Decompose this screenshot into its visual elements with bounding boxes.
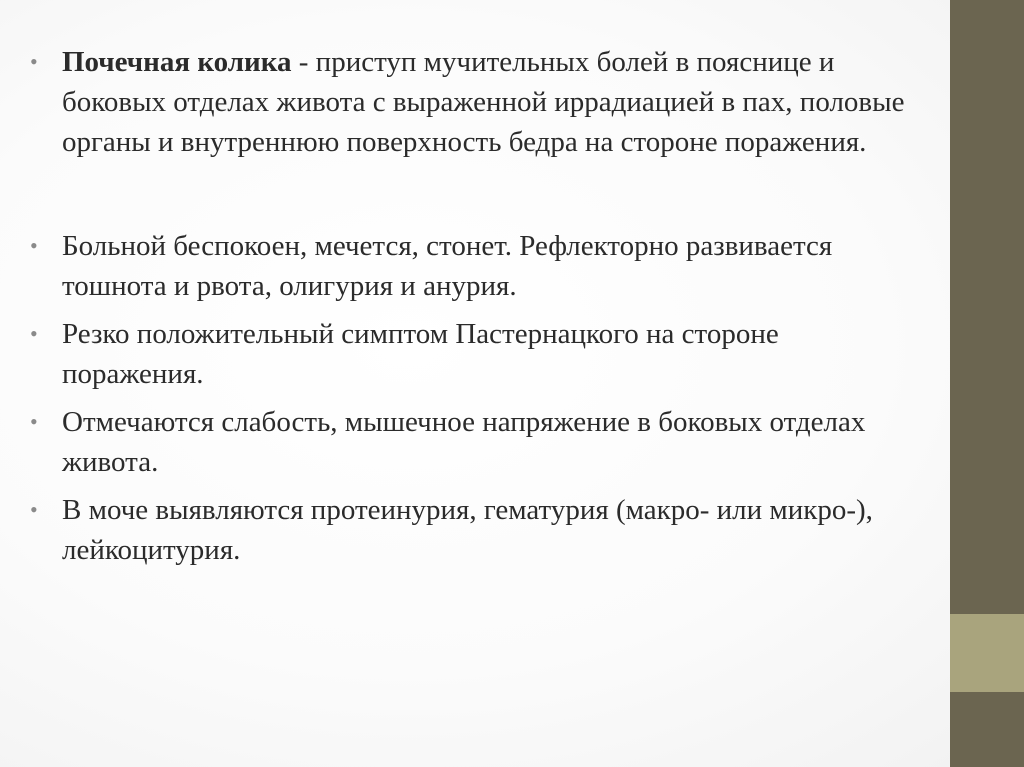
- bullet-text: Больной беспокоен, мечется, стонет. Рефлекторно развивается тошнота и рвота, олигурия и анурия.: [62, 230, 833, 302]
- bullet-text: Отмечаются слабость, мышечное напряжение в боковых отделах живота.: [62, 406, 866, 478]
- bullet-icon: •: [30, 409, 38, 434]
- bullet-text: - приступ мучительных болей в пояснице и боковых отделах живота с выраженной иррадиацией в пах, половые органы и внутреннюю поверхность бедра на стороне поражения.: [62, 46, 905, 158]
- bullet-item-patient-state: [30, 226, 910, 306]
- sidebar-accent-block: [950, 614, 1024, 692]
- bullet-item-urine-findings: [30, 490, 910, 570]
- bullet-icon: •: [30, 497, 38, 522]
- slide-content: [30, 42, 910, 570]
- bullet-icon: •: [30, 321, 38, 346]
- bullet-item-weakness: [30, 402, 910, 482]
- bullet-text: В моче выявляются протеинурия, гематурия (макро- или микро-), лейкоцитурия.: [62, 494, 873, 566]
- decorative-sidebar: [950, 0, 1024, 767]
- bullet-term: Почечная колика: [62, 46, 292, 78]
- bullet-item-pasternatsky-sign: [30, 314, 910, 394]
- bullet-list: [30, 42, 910, 570]
- bullet-icon: •: [30, 49, 38, 74]
- bullet-icon: •: [30, 233, 38, 258]
- bullet-item-renal-colic: [30, 42, 910, 162]
- bullet-text: Резко положительный симптом Пастернацкого на стороне поражения.: [62, 318, 779, 390]
